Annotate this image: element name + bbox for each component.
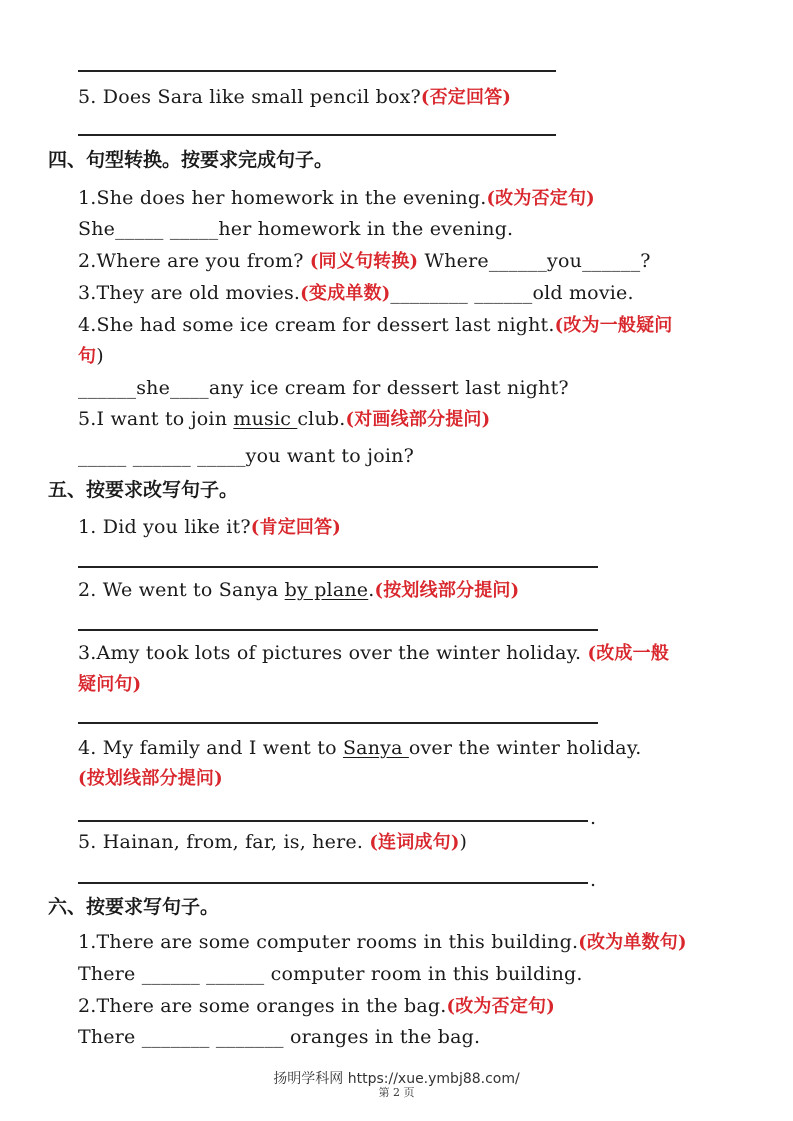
answer-line[interactable] [78, 820, 588, 822]
answer-line: ______she____any ice cream for dessert last night? [78, 377, 569, 399]
answer-line[interactable] [78, 566, 598, 568]
instruction-note: 疑问句) [78, 674, 142, 695]
page-number: 第 2 页 [378, 1086, 415, 1099]
question-line: 1.She does her homework in the evening.(改为否定句) [78, 187, 595, 209]
period-mark: . [590, 869, 597, 891]
question-line: 4.She had some ice cream for dessert last night.(改为一般疑问 [78, 314, 673, 336]
answer-line: _____ ______ _____you want to join? [78, 445, 414, 467]
instruction-note: (改成一般 [587, 643, 670, 664]
question-line: 5. Does Sara like small pencil box?(否定回答) [78, 86, 512, 108]
answer-line[interactable] [78, 70, 556, 72]
question-line: 4. My family and I went to Sanya over the winter holiday. [78, 737, 642, 759]
instruction-note: (变成单数) [300, 283, 391, 304]
question-line: 3.Amy took lots of pictures over the winter holiday. (改成一般 [78, 642, 670, 664]
question-line: 1. Did you like it?(肯定回答) [78, 516, 342, 538]
question-line: 2. We went to Sanya by plane.(按划线部分提问) [78, 579, 520, 601]
instruction-note: (对画线部分提问) [345, 409, 491, 430]
instruction-note: (同义句转换) [309, 251, 419, 272]
answer-line: There _______ _______ oranges in the bag. [78, 1026, 481, 1048]
instruction-note: (改为否定句) [486, 188, 595, 209]
answer-line: There ______ ______ computer room in this building. [78, 963, 583, 985]
instruction-note: (改为否定句) [446, 996, 555, 1017]
instruction-note: (按划线部分提问) [374, 580, 520, 601]
instruction-note: (连词成句) [369, 832, 460, 853]
instruction-note: (改为一般疑问 [554, 315, 673, 336]
question-line: 1.There are some computer rooms in this building.(改为单数句) [78, 931, 687, 953]
question-line: 5. Hainan, from, far, is, here. (连词成句)) [78, 831, 468, 853]
instruction-note: 句 [78, 346, 97, 367]
question-line: 2.There are some oranges in the bag.(改为否定句) [78, 995, 555, 1017]
question-line-cont: 句) [78, 345, 104, 367]
section-heading: 六、按要求写句子。 [48, 896, 220, 918]
answer-line[interactable] [78, 629, 598, 631]
watermark: 扬明学科网 https://xue.ymbj88.com/ [273, 1071, 520, 1087]
question-line: 3.They are old movies.(变成单数)________ ______old movie. [78, 282, 634, 304]
section-heading: 五、按要求改写句子。 [48, 479, 239, 501]
question-line: 5.I want to join music club.(对画线部分提问) [78, 408, 491, 430]
underlined-phrase: Sanya [342, 737, 409, 759]
underlined-phrase: by plane [284, 579, 369, 601]
instruction-note: (按划线部分提问) [78, 768, 223, 789]
instruction-note: (否定回答) [420, 87, 512, 108]
section-heading: 四、句型转换。按要求完成句子。 [48, 149, 334, 171]
period-mark: . [590, 807, 597, 829]
underlined-phrase: music [233, 408, 298, 430]
instruction-note: (改为单数句) [578, 932, 687, 953]
answer-line[interactable] [78, 134, 556, 136]
instruction-note: (肯定回答) [250, 517, 342, 538]
question-line: 2.Where are you from? (同义句转换) Where______you______? [78, 250, 651, 272]
answer-line[interactable] [78, 722, 598, 724]
answer-line[interactable] [78, 882, 588, 884]
answer-line: She_____ _____her homework in the evening. [78, 218, 514, 240]
